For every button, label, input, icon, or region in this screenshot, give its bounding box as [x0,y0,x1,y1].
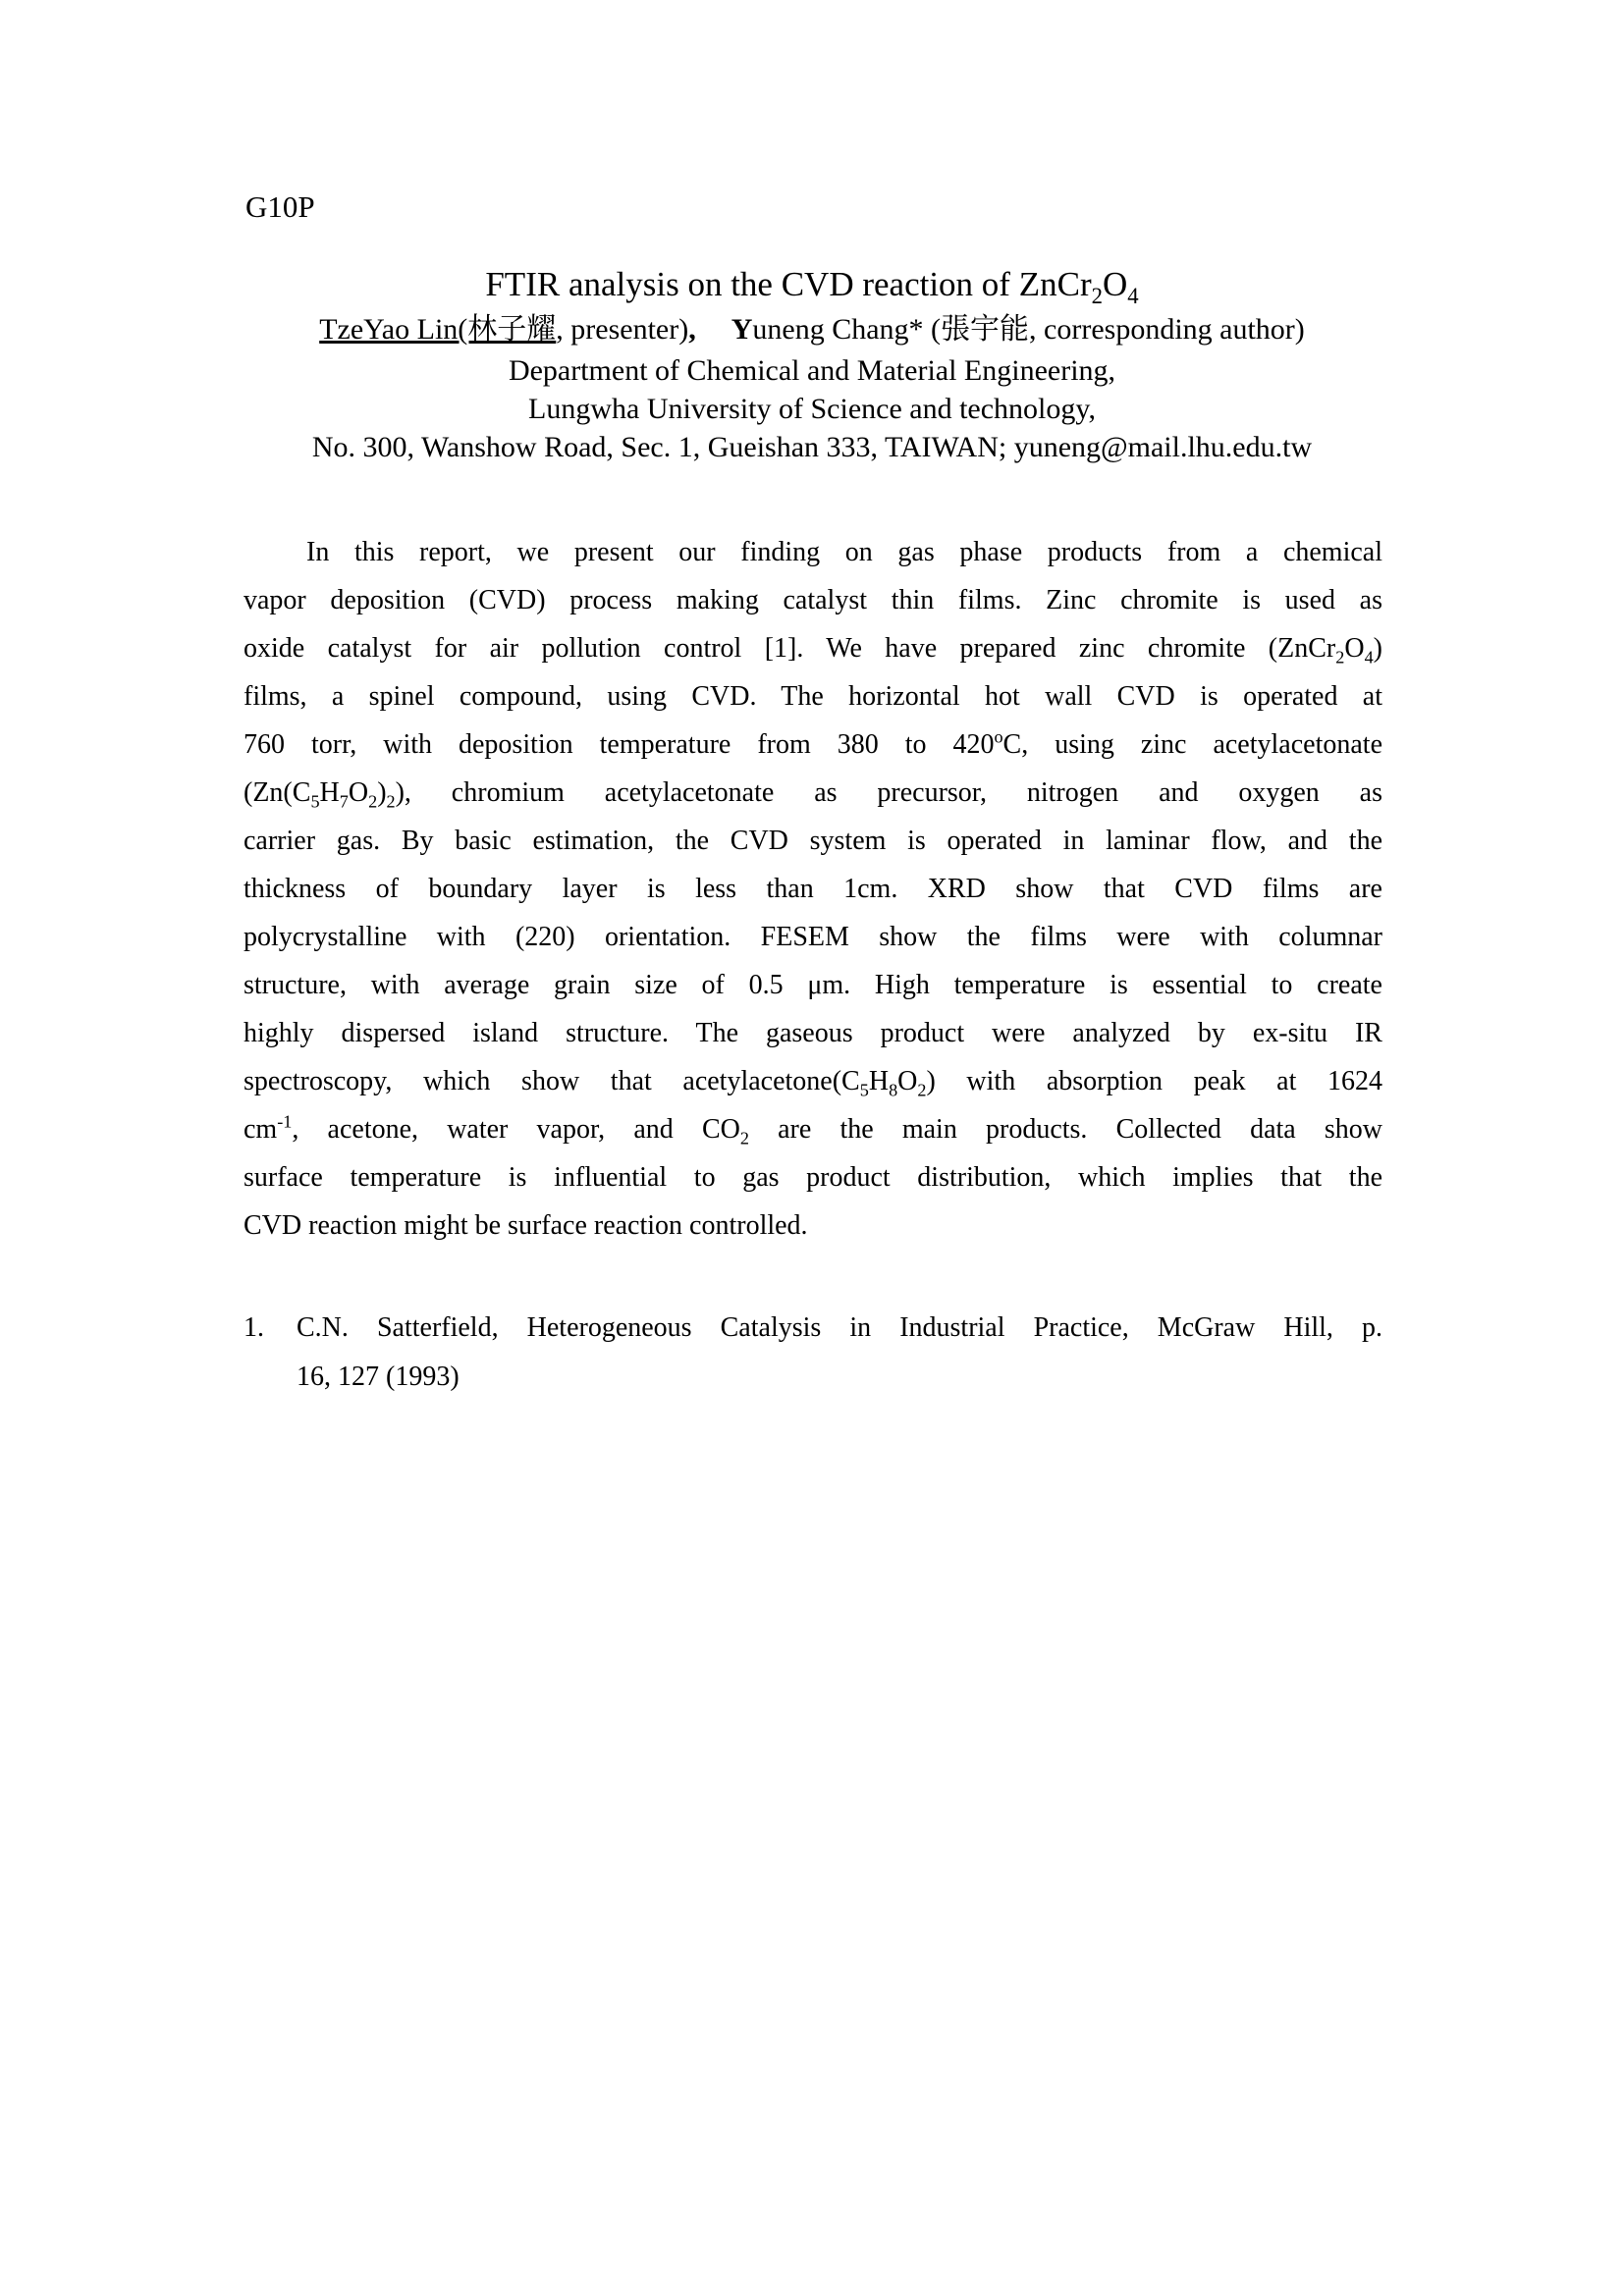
text-line: CVD reaction might be surface reaction controlled. [244,1210,808,1241]
affiliation-address-email: No. 300, Wanshow Road, Sec. 1, Gueishan 333, TAIWAN; yuneng@mail.lhu.edu.tw [311,431,1313,463]
affiliation-university: Lungwha University of Science and technology, [528,393,1096,425]
reference-text [297,1304,1382,1402]
text-line: films, a spinel compound, using CVD. The horizontal hot wall CVD is operated at [244,681,1382,712]
affiliation-department: Department of Chemical and Material Engineering, [508,354,1116,387]
reference-item [244,1304,1382,1402]
text-line: structure, with average grain size of 0.5 μm. High temperature is essential to create [244,970,1382,1000]
text-line: spectroscopy, which show that $acetylacetone(C_5H_8O_2)$ with absorption peak at 1624 [244,1066,1382,1100]
paper-code: G10P [245,189,315,224]
text-line: polycrystalline with (220) orientation. FESEM show the films were with columnar [244,922,1382,952]
paper-title: FTIR analysis on the CVD reaction of $ZnCr_2O_4$ [485,265,1139,308]
text-line: oxide catalyst for air pollution control [1]. We have prepared zinc chromite $(ZnCr_2O_4)$ [244,633,1382,667]
text-line: highly dispersed island structure. The gaseous product were analyzed by ex-situ IR [244,1018,1382,1048]
text-line: In this report, we present our finding on gas phase products from a chemical [306,537,1382,567]
text-line: $(Zn(C_5H_7O_2)_2)$, chromium acetylacetonate as precursor, nitrogen and oxygen as [244,777,1382,812]
author-line: TzeYao Lin(林子耀, presenter), Yuneng Chang* (張宇能, corresponding author) [319,313,1305,346]
text-line: C.N. Satterfield, Heterogeneous Catalysis in Industrial Practice, McGraw Hill, p. [297,1312,1382,1343]
reference-number: 1. [244,1312,264,1343]
text-line: thickness of boundary layer is less than 1cm. XRD show that CVD films are [244,874,1382,904]
text-line: surface temperature is influential to gas product distribution, which implies that the [244,1162,1382,1193]
paper-header [0,261,1624,466]
text-line: 16, 127 (1993) [297,1362,460,1392]
abstract-paragraph [244,528,1382,1250]
text-line: 760 torr, with deposition temperature from 380 to 420$^o$C, using zinc acetylacetonate [244,726,1382,760]
text-line: vapor deposition (CVD) process making catalyst thin films. Zinc chromite is used as [244,585,1382,615]
text-line: $cm^{-1}$, acetone, water vapor, and $CO_2$ are the main products. Collected data show [244,1111,1382,1148]
text-line: carrier gas. By basic estimation, the CVD system is operated in laminar flow, and the [244,826,1382,856]
